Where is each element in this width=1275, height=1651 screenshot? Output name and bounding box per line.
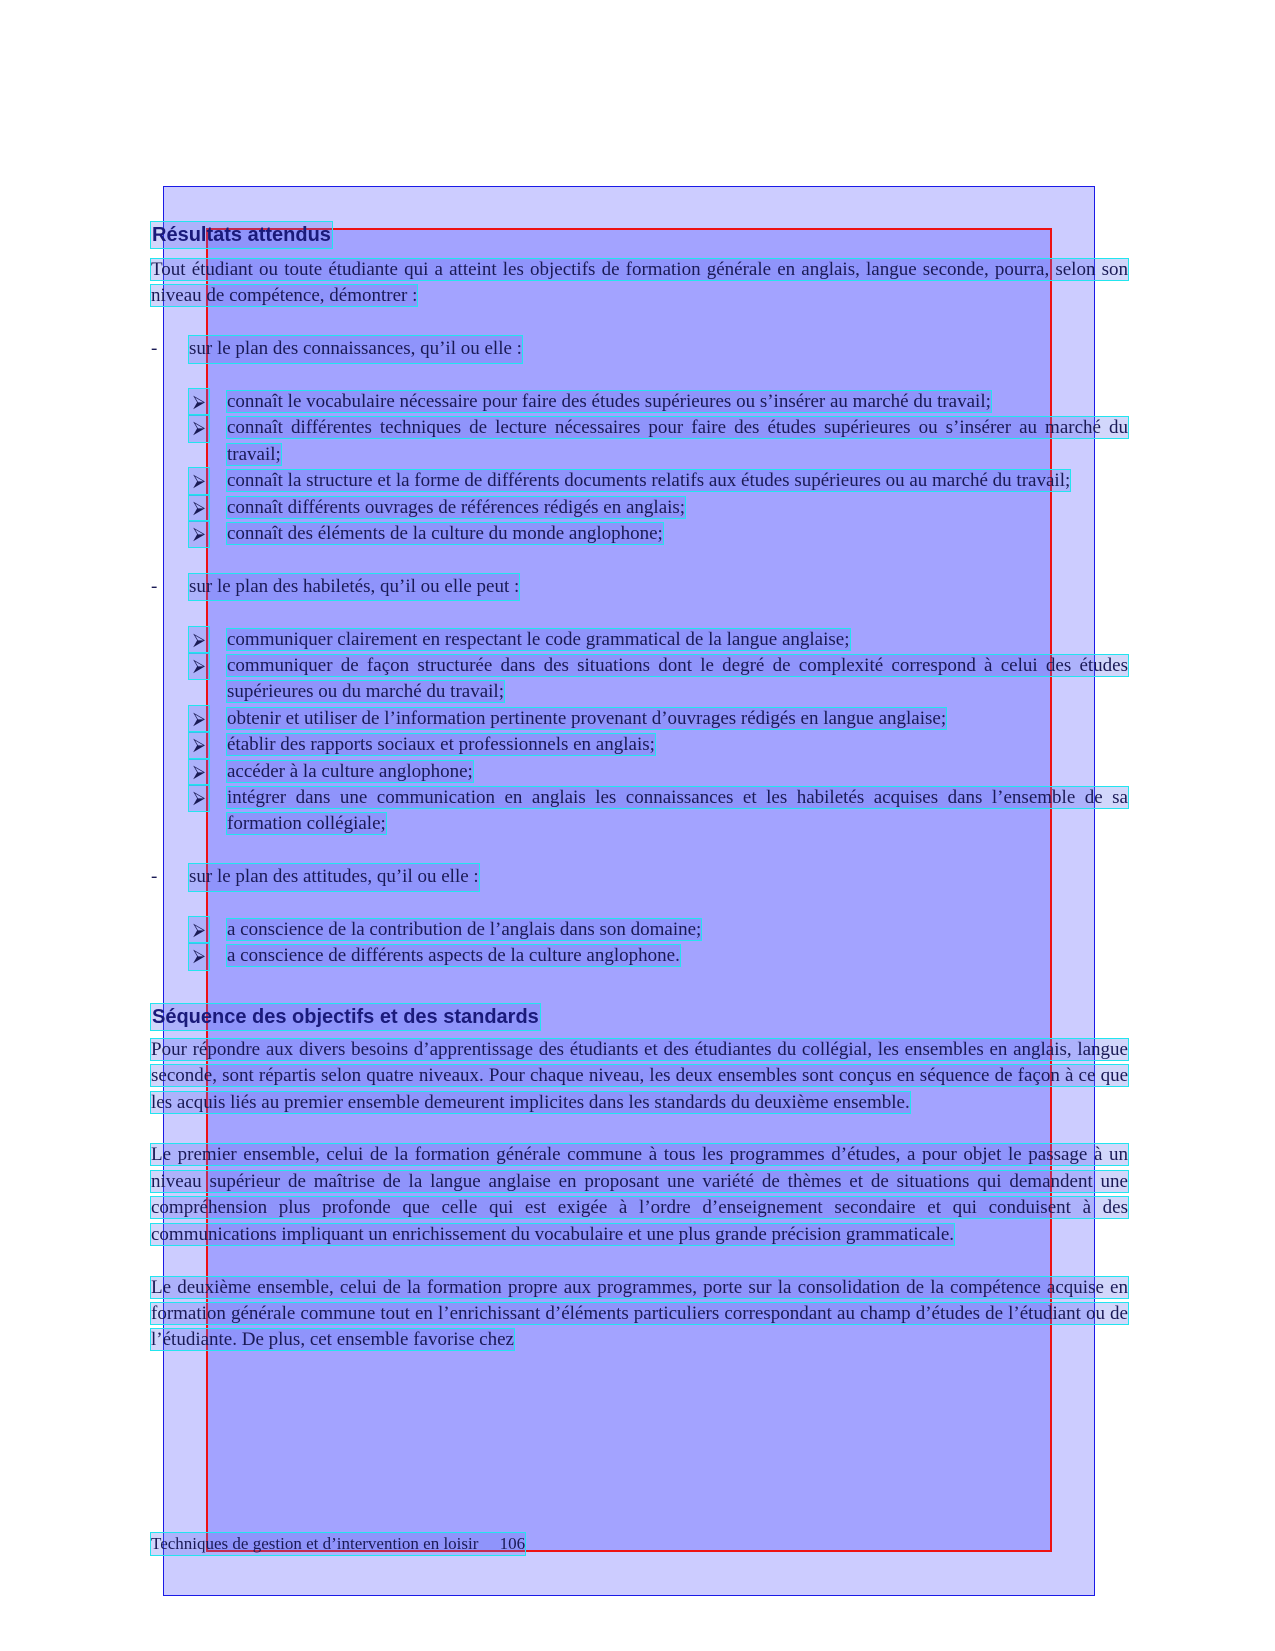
group-connaissances [151, 336, 1128, 362]
dash-marker: - [151, 338, 158, 360]
intro-paragraph: Tout étudiant ou toute étudiante qui a atteint les objectifs de formation générale en anglais, langue seconde, pourra, selon son niveau de compétence, démontrer : [151, 259, 1128, 307]
list-item: ⮚ connaît des éléments de la culture du monde anglophone; [151, 521, 1128, 547]
section-heading-sequence: Séquence des objectifs et des standards [152, 1005, 539, 1028]
group-attitudes [151, 864, 1128, 890]
page-footer: Techniques de gestion et d’intervention en loisir 106 [151, 1534, 526, 1553]
list-item: ⮚ connaît le vocabulaire nécessaire pour faire des études supérieures ou s’insérer au marché du travail; [151, 389, 1128, 415]
group-label: sur le plan des attitudes, qu’il ou elle : [189, 864, 479, 890]
body-paragraph: Le deuxième ensemble, celui de la formation propre aux programmes, porte sur la consolidation de la compétence acquise en formation générale commune tout en l’enrichissant d’éléments particuliers correspondant au champ d’études de l’étudiant ou de l’étudiante. De plus, cet ensemble favorise chez [151, 1276, 1128, 1351]
arrow-bullet-icon: ⮚ [189, 653, 209, 679]
list-habiletes [151, 627, 1128, 838]
dash-marker: - [151, 866, 158, 888]
list-item: ⮚ intégrer dans une communication en anglais les connaissances et les habiletés acquises dans l’ensemble de sa formation collégiale; [151, 785, 1128, 838]
arrow-bullet-icon: ⮚ [189, 943, 209, 969]
arrow-bullet-icon: ⮚ [189, 627, 209, 653]
list-item: ⮚ communiquer de façon structurée dans des situations dont le degré de complexité correspond à celui des études supérieures ou du marché du travail; [151, 653, 1128, 706]
arrow-bullet-icon: ⮚ [189, 468, 209, 494]
section-heading-resultats: Résultats attendus [152, 224, 331, 246]
list-item: ⮚ connaît différentes techniques de lecture nécessaires pour faire des études supérieures ou s’insérer au marché du travail; [151, 415, 1128, 468]
list-item: ⮚ communiquer clairement en respectant le code grammatical de la langue anglaise; [151, 627, 1128, 653]
body-paragraph: Le premier ensemble, celui de la formation générale commune à tous les programmes d’études, a pour objet le passage à un niveau supérieur de maîtrise de la langue anglaise en proposant une variété de thèmes et de situations qui demandent une compréhension plus profonde que celle qui est exigée à l’ordre d’enseignement secondaire et qui conduisent à des communications impliquant un enrichissement du vocabulaire et une plus grande précision grammaticale. [151, 1144, 1128, 1245]
arrow-bullet-icon: ⮚ [189, 389, 209, 415]
list-item: ⮚ obtenir et utiliser de l’information pertinente provenant d’ouvrages rédigés en langue anglaise; [151, 706, 1128, 732]
document-body [151, 222, 1128, 1354]
list-item: ⮚ établir des rapports sociaux et professionnels en anglais; [151, 732, 1128, 758]
group-label: sur le plan des connaissances, qu’il ou elle : [189, 336, 522, 362]
group-habiletes [151, 574, 1128, 600]
list-item: ⮚ a conscience de la contribution de l’anglais dans son domaine; [151, 917, 1128, 943]
list-connaissances [151, 389, 1128, 547]
arrow-bullet-icon: ⮚ [189, 706, 209, 732]
arrow-bullet-icon: ⮚ [189, 521, 209, 547]
arrow-bullet-icon: ⮚ [189, 495, 209, 521]
list-item: ⮚ accéder à la culture anglophone; [151, 759, 1128, 785]
arrow-bullet-icon: ⮚ [189, 415, 209, 441]
arrow-bullet-icon: ⮚ [189, 785, 209, 811]
list-attitudes [151, 917, 1128, 970]
list-item: ⮚ connaît différents ouvrages de références rédigés en anglais; [151, 495, 1128, 521]
arrow-bullet-icon: ⮚ [189, 917, 209, 943]
body-paragraph: Pour répondre aux divers besoins d’apprentissage des étudiants et des étudiantes du collégial, les ensembles en anglais, langue seconde, sont répartis selon quatre niveaux. Pour chaque niveau, les deux ensembles sont conçus en séquence de façon à ce que les acquis liés au premier ensemble demeurent implicites dans les standards du deuxième ensemble. [151, 1038, 1128, 1113]
list-item: ⮚ connaît la structure et la forme de différents documents relatifs aux études supérieures ou au marché du travail; [151, 468, 1128, 494]
arrow-bullet-icon: ⮚ [189, 732, 209, 758]
group-label: sur le plan des habiletés, qu’il ou elle peut : [189, 574, 519, 600]
list-item: ⮚ a conscience de différents aspects de la culture anglophone. [151, 943, 1128, 969]
arrow-bullet-icon: ⮚ [189, 759, 209, 785]
dash-marker: - [151, 575, 158, 597]
